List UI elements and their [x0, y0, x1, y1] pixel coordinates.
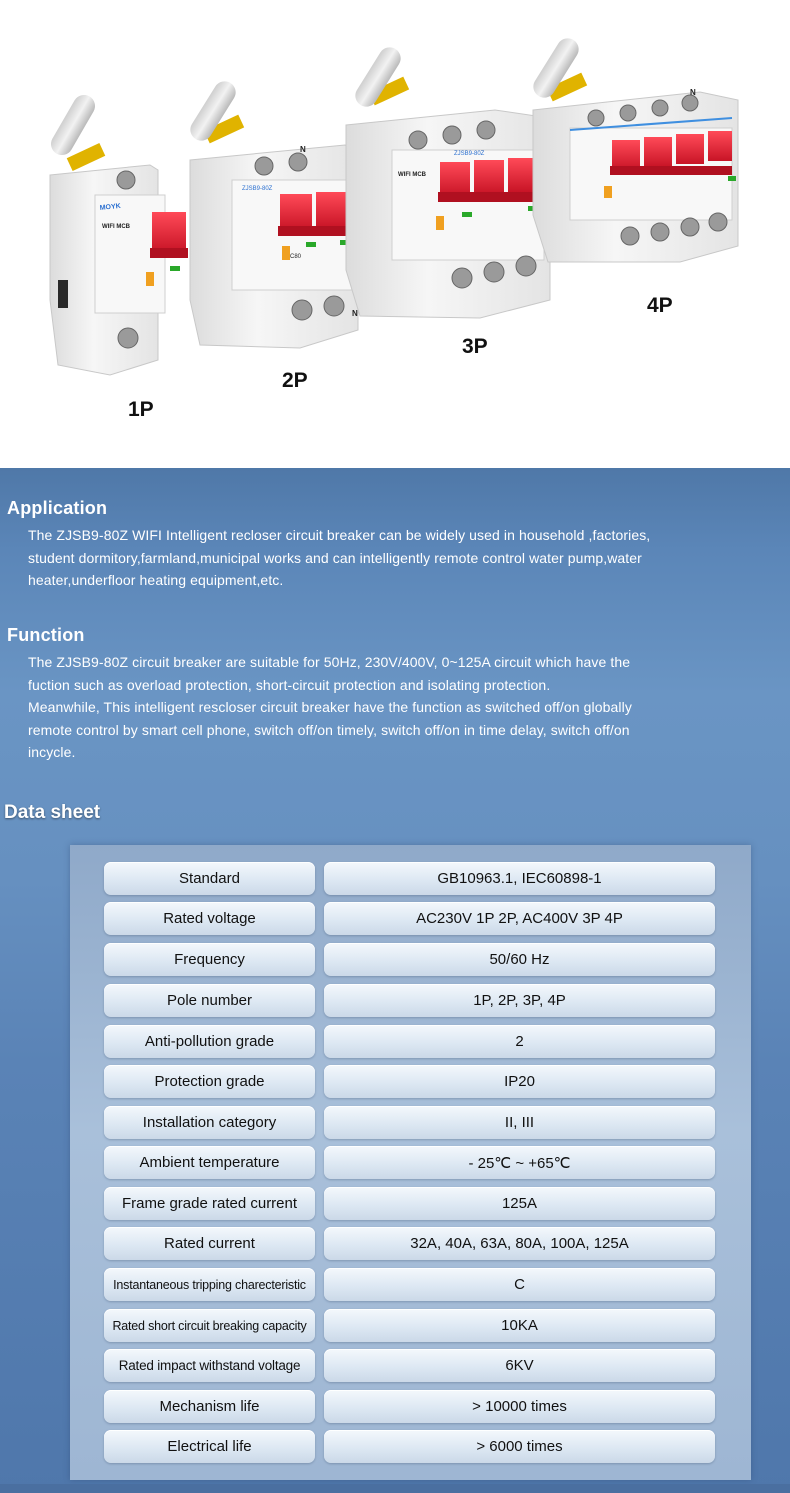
row-label: Rated short circuit breaking capacity — [104, 1309, 315, 1342]
row-label: Pole number — [104, 984, 315, 1017]
row-label: Ambient temperature — [104, 1146, 315, 1179]
application-line: student dormitory,farmland,municipal works and can intelligently remote control water pump,water — [28, 549, 642, 566]
row-label: Instantaneous tripping charecteristic — [104, 1268, 315, 1301]
row-label: Protection grade — [104, 1065, 315, 1098]
breaker-4p-image — [529, 34, 738, 262]
table-row — [70, 1065, 751, 1098]
model-text-2p: ZJSB9-80Z — [242, 186, 273, 192]
table-row — [70, 1309, 751, 1342]
pole-label-3p: 3P — [462, 335, 488, 358]
row-value: 1P, 2P, 3P, 4P — [324, 984, 715, 1017]
model-text-3p: ZJSB9-80Z — [454, 151, 485, 157]
product-showcase — [0, 0, 790, 468]
table-row — [70, 1430, 751, 1463]
table-row — [70, 1146, 751, 1179]
neutral-mark-4p: N — [690, 88, 696, 97]
datasheet-table — [70, 845, 751, 1480]
row-value: 6KV — [324, 1349, 715, 1382]
breaker-2p-image — [186, 77, 358, 348]
table-row — [70, 1025, 751, 1058]
row-value: 2 — [324, 1025, 715, 1058]
function-heading: Function — [7, 625, 85, 645]
rating-text-2p: C80 — [290, 254, 302, 260]
device-name-1p: WIFI MCB — [102, 224, 130, 230]
pole-label-2p: 2P — [282, 369, 308, 392]
table-row — [70, 902, 751, 935]
pole-label-4p: 4P — [647, 294, 673, 317]
row-label: Frame grade rated current — [104, 1187, 315, 1220]
neutral-mark-2p: N — [300, 145, 306, 154]
breaker-3p-image — [346, 43, 550, 318]
application-heading: Application — [7, 498, 108, 518]
row-value: 32A, 40A, 63A, 80A, 100A, 125A — [324, 1227, 715, 1260]
table-row — [70, 1349, 751, 1382]
function-text — [28, 651, 783, 764]
table-row — [70, 862, 751, 895]
function-line: Meanwhile, This intelligent rescloser circuit breaker have the function as switched off/on globally — [28, 699, 632, 716]
datasheet-heading: Data sheet — [4, 802, 101, 823]
table-row — [70, 943, 751, 976]
row-label: Anti-pollution grade — [104, 1025, 315, 1058]
function-line: fuction such as overload protection, short-circuit protection and isolating protection. — [28, 676, 551, 693]
row-label: Standard — [104, 862, 315, 895]
table-row — [70, 1187, 751, 1220]
table-row — [70, 1106, 751, 1139]
pole-label-1p: 1P — [128, 398, 154, 421]
row-value: 10KA — [324, 1309, 715, 1342]
function-line: remote control by smart cell phone, switch off/on timely, switch off/on in time delay, switch off/on — [28, 721, 630, 738]
function-line: incycle. — [28, 744, 76, 761]
row-label: Electrical life — [104, 1430, 315, 1463]
device-name-3p: WIFI MCB — [398, 172, 426, 178]
function-line: The ZJSB9-80Z circuit breaker are suitable for 50Hz, 230V/400V, 0~125A circuit which have the — [28, 654, 631, 670]
brand-text-1p: MOYK — [99, 202, 122, 212]
application-line: heater,underfloor heating equipment,etc. — [28, 572, 284, 589]
row-value: > 6000 times — [324, 1430, 715, 1463]
row-label: Rated current — [104, 1227, 315, 1260]
table-row — [70, 1390, 751, 1423]
row-value: 50/60 Hz — [324, 943, 715, 976]
row-value: - 25℃ ~ +65℃ — [324, 1146, 715, 1179]
breaker-product-images — [0, 0, 790, 468]
row-label: Rated voltage — [104, 902, 315, 935]
row-value: IP20 — [324, 1065, 715, 1098]
application-text — [28, 524, 783, 592]
row-value: C — [324, 1268, 715, 1301]
row-label: Frequency — [104, 943, 315, 976]
neutral-mark-2p-bottom: N — [352, 309, 358, 318]
row-label: Rated impact withstand voltage — [104, 1349, 315, 1382]
breaker-1p-image — [47, 91, 188, 375]
row-value: II, III — [324, 1106, 715, 1139]
row-value: > 10000 times — [324, 1390, 715, 1423]
row-value: 125A — [324, 1187, 715, 1220]
table-row — [70, 984, 751, 1017]
bottom-strip — [0, 1484, 790, 1493]
row-label: Mechanism life — [104, 1390, 315, 1423]
row-value: GB10963.1, IEC60898-1 — [324, 862, 715, 895]
row-value: AC230V 1P 2P, AC400V 3P 4P — [324, 902, 715, 935]
row-label: Installation category — [104, 1106, 315, 1139]
table-row — [70, 1268, 751, 1301]
table-row — [70, 1227, 751, 1260]
application-line: The ZJSB9-80Z WIFI Intelligent recloser circuit breaker can be widely used in household ,factories, — [28, 527, 651, 543]
